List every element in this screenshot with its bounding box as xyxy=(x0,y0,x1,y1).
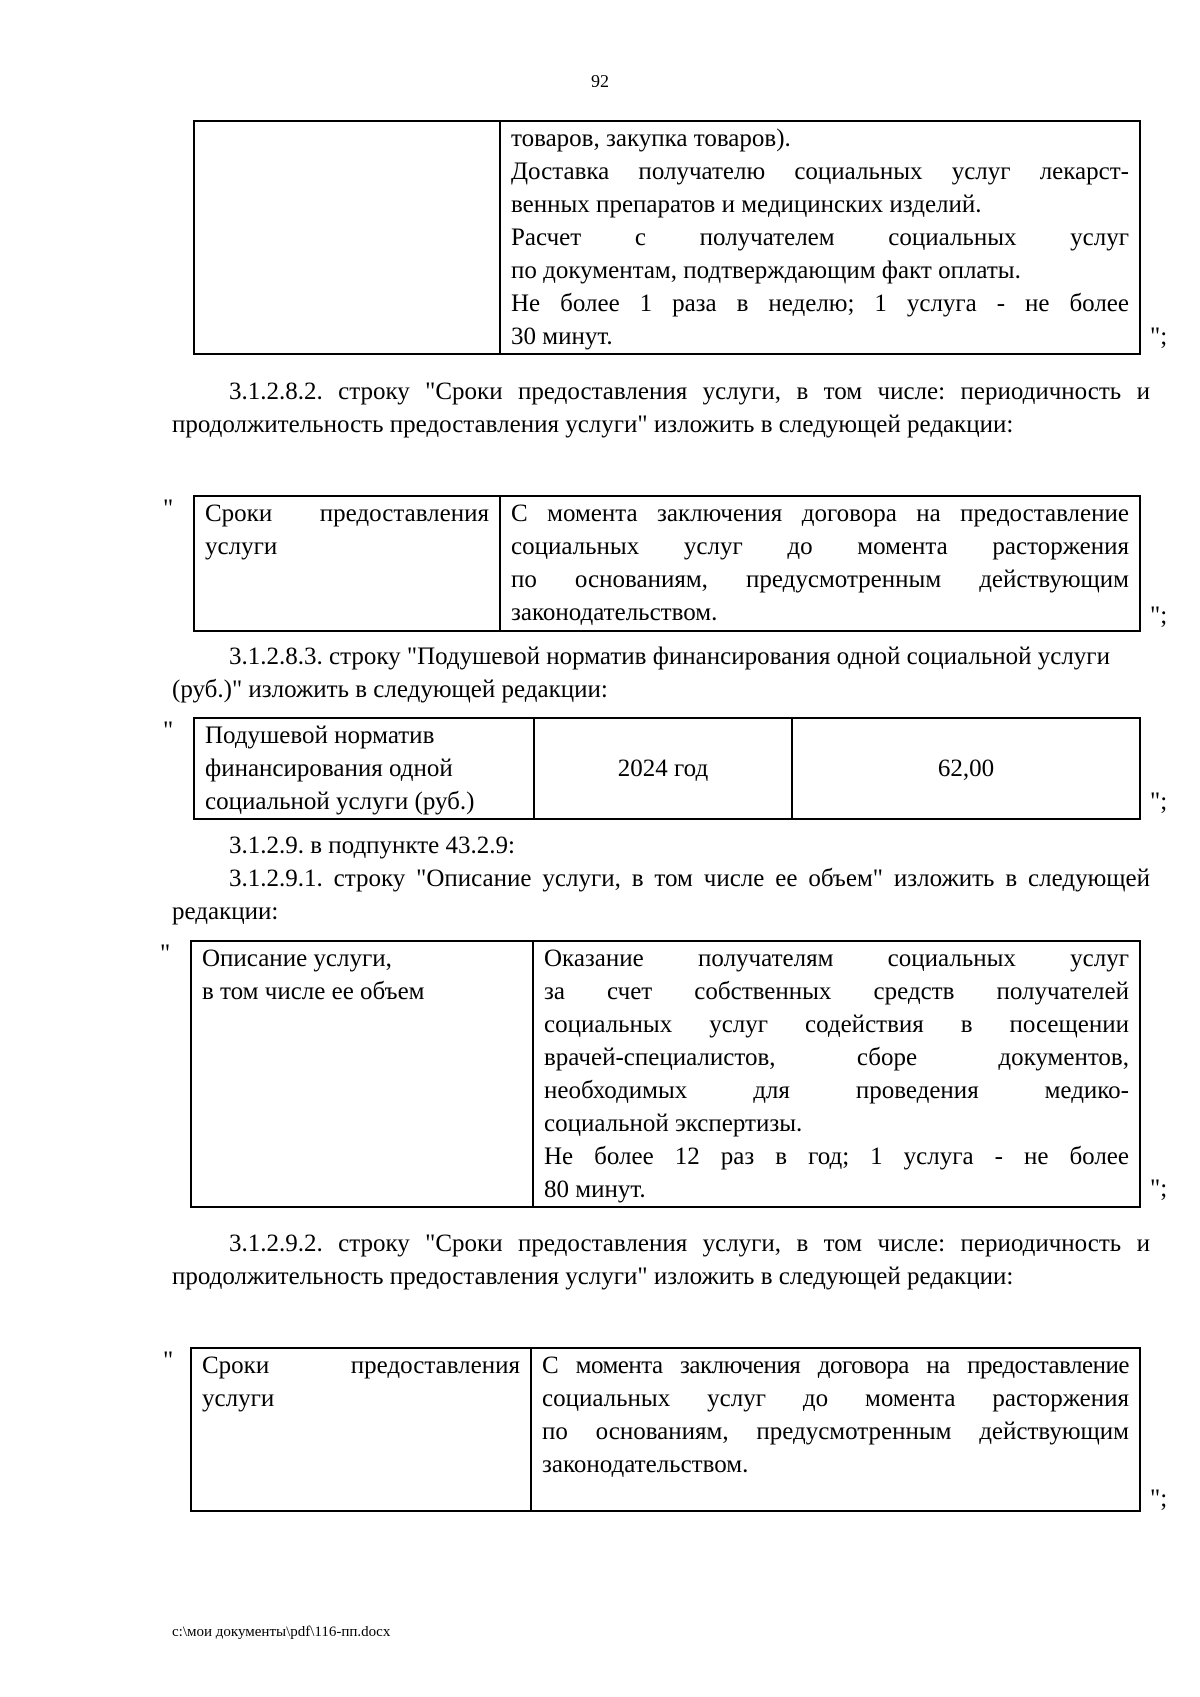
paragraph-3-1-2-8-3: 3.1.2.8.3. строку "Подушевой норматив финансирования одной социальной услуги (руб.)" изложить в следующей редакции: xyxy=(172,643,1110,703)
cell-line: Подушевой норматив xyxy=(205,722,435,749)
closing-quote: "; xyxy=(1150,323,1168,350)
cell-line: Сроки предоставления xyxy=(202,1352,520,1379)
table-cell-amount: 62,00 xyxy=(792,718,1140,819)
cell-line: Не более 12 раз в год; 1 услуга - не более xyxy=(544,1143,1129,1170)
cell-line: социальных услуг до момента расторжения xyxy=(511,533,1129,560)
table-delivery-continuation xyxy=(193,120,1141,355)
table-cell-label xyxy=(194,496,500,631)
cell-line: финансирования одной xyxy=(205,755,453,782)
cell-line: С момента заключения договора на предоставление xyxy=(511,500,1129,527)
cell-line: социальной экспертизы. xyxy=(544,1110,803,1137)
table-cell-value xyxy=(531,1348,1140,1511)
cell-line: социальных услуг до момента расторжения xyxy=(542,1385,1129,1412)
closing-quote: "; xyxy=(1150,788,1168,815)
footer-file-path: c:\мои документы\pdf\116-пп.docx xyxy=(172,1624,391,1640)
cell-line: Расчет с получателем социальных услуг xyxy=(511,224,1129,251)
cell-line: социальных услуг содействия в посещении xyxy=(544,1011,1129,1038)
cell-line: услуги xyxy=(202,1385,275,1412)
paragraph-3-1-2-9-2: 3.1.2.9.2. строку "Сроки предоставления услуги, в том числе: периодичность и продолжительность предоставления услуги" изложить в следующей редакции: xyxy=(172,1230,1150,1290)
opening-quote: " xyxy=(160,940,171,967)
table-cell-empty xyxy=(194,121,500,354)
cell-line: Сроки предоставления xyxy=(205,500,489,527)
table-per-capita-norm xyxy=(193,717,1141,820)
opening-quote: " xyxy=(163,495,174,522)
table-cell-label xyxy=(191,941,533,1207)
cell-line: по документам, подтверждающим факт оплаты. xyxy=(511,257,1021,284)
opening-quote: " xyxy=(163,1347,174,1374)
cell-line: законодательством. xyxy=(511,599,718,626)
paragraph-3-1-2-8-2: 3.1.2.8.2. строку "Сроки предоставления услуги, в том числе: периодичность и продолжительность предоставления услуги" изложить в следующей редакции: xyxy=(172,378,1150,438)
table-cell-year: 2024 год xyxy=(534,718,792,819)
table-cell-value xyxy=(533,941,1140,1207)
table-cell-description xyxy=(500,121,1140,354)
paragraph-3-1-2-9-1: 3.1.2.9.1. строку "Описание услуги, в том числе ее объем" изложить в следующей редакции: xyxy=(172,865,1150,925)
cell-line: в том числе ее объем xyxy=(202,978,425,1005)
page-number: 92 xyxy=(591,71,609,91)
paragraph-3-1-2-9: 3.1.2.9. в подпункте 43.2.9: xyxy=(229,832,515,859)
table-service-terms-2 xyxy=(190,1347,1141,1512)
cell-line: венных препаратов и медицинских изделий. xyxy=(511,191,982,218)
cell-line: товаров, закупка товаров). xyxy=(511,125,791,152)
table-cell-label xyxy=(191,1348,531,1511)
cell-line: 30 минут. xyxy=(511,323,613,350)
cell-line: Не более 1 раза в неделю; 1 услуга - не более xyxy=(511,290,1129,317)
cell-line: услуги xyxy=(205,533,278,560)
cell-line: Доставка получателю социальных услуг лекарст- xyxy=(511,158,1129,185)
closing-quote: "; xyxy=(1150,602,1168,629)
table-cell-label xyxy=(194,718,534,819)
table-service-terms xyxy=(193,495,1141,632)
cell-line: законодательством. xyxy=(542,1451,749,1478)
table-cell-value xyxy=(500,496,1140,631)
cell-line: по основаниям, предусмотренным действующим xyxy=(542,1418,1129,1445)
closing-quote: "; xyxy=(1150,1485,1168,1512)
cell-line: 80 минут. xyxy=(544,1176,646,1203)
cell-line: Оказание получателям социальных услуг xyxy=(544,945,1129,972)
cell-line: за счет собственных средств получателей xyxy=(544,978,1129,1005)
cell-line: С момента заключения договора на предоставление xyxy=(542,1352,1129,1379)
cell-line: необходимых для проведения медико- xyxy=(544,1077,1129,1104)
table-service-description xyxy=(190,940,1141,1208)
cell-line: социальной услуги (руб.) xyxy=(205,788,475,815)
opening-quote: " xyxy=(163,717,174,744)
closing-quote: "; xyxy=(1150,1175,1168,1202)
cell-line: по основаниям, предусмотренным действующим xyxy=(511,566,1129,593)
cell-line: Описание услуги, xyxy=(202,945,392,972)
cell-line: врачей-специалистов, сборе документов, xyxy=(544,1044,1129,1071)
